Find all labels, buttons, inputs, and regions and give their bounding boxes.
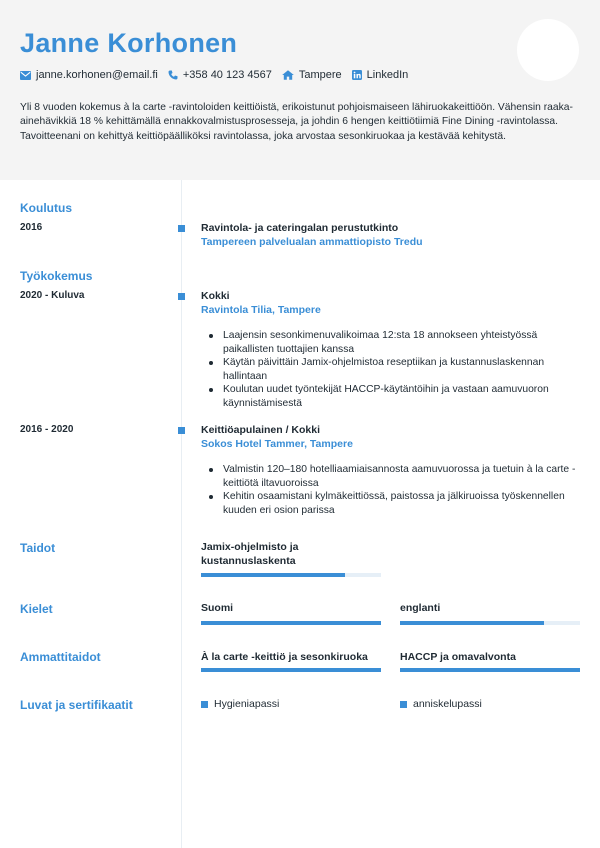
contact-location: [282, 69, 342, 81]
skill-label: Jamix-ohjelmisto ja kustannuslaskenta: [201, 541, 299, 567]
skills-section-title: Taidot: [20, 541, 56, 555]
languages-section-title: Kielet: [20, 602, 53, 616]
email-text: janne.korhonen@email.fi: [36, 69, 158, 81]
job-title: Keittiöapulainen / Kokki: [201, 424, 321, 436]
home-icon: [282, 70, 294, 80]
experience-section-title: Työkokemus: [20, 269, 93, 283]
certificate-item: [400, 698, 482, 710]
certificate-label: Hygieniapassi: [214, 698, 280, 710]
timeline-marker: [178, 293, 185, 300]
experience-date: 2020 - Kuluva: [20, 290, 85, 301]
contact-linkedin[interactable]: [352, 69, 409, 81]
list-item: Käytän päivittäin Jamix-ohjelmistoa reseptiikan ja kustannuslaskennan hallintaan: [201, 356, 586, 383]
candidate-name: Janne Korhonen: [20, 28, 238, 58]
skill-bar-fill: [201, 668, 381, 672]
profile-summary: Yli 8 vuoden kokemus à la carte -ravintoloiden keittiöistä, erikoistunut pohjoismaiseen lähiruokakeittiöön. Vähensin raaka-ainehävikkiä 18 % kehittämällä ennakkovalmistusprosesseja, ja johdin 6 hengen keittiötiimiä Fine Dining -ravintolassa. Tavoitteenani on kehittyä keittiöpäälliköksi ravintolassa, joka arvostaa sesonkiruokaa ja kestävää kehitystä.: [20, 102, 573, 142]
education-school: Tampereen palvelualan ammattiopisto Tredu: [201, 236, 423, 248]
job-employer: Sokos Hotel Tammer, Tampere: [201, 438, 353, 450]
phone-icon: [168, 70, 178, 80]
list-item: Valmistin 120–180 hotelliaamiaisannosta aamuvuorossa ja tuetuin à la carte -keittiötä iltavuoroissa: [201, 463, 586, 490]
linkedin-text: LinkedIn: [366, 69, 409, 81]
timeline-marker: [178, 427, 185, 434]
skill-bar: [201, 573, 381, 577]
language-bar: [201, 621, 381, 625]
skill-bar-fill: [400, 668, 580, 672]
contact-row: [20, 69, 418, 81]
location-text: Tampere: [298, 69, 342, 81]
certificates-section-title: Luvat ja sertifikaatit: [20, 698, 133, 712]
contact-email[interactable]: [20, 69, 158, 81]
timeline-marker: [178, 225, 185, 232]
language-bar: [400, 621, 580, 625]
job-employer: Ravintola Tilia, Tampere: [201, 304, 321, 316]
certificate-marker: [400, 701, 407, 708]
job-title: Kokki: [201, 290, 230, 302]
experience-date: 2016 - 2020: [20, 424, 74, 435]
certificate-item: [201, 698, 279, 710]
language-label: englanti: [400, 602, 441, 614]
contact-phone[interactable]: [168, 69, 272, 81]
language-label: Suomi: [201, 602, 234, 614]
job-bullets: [201, 463, 586, 517]
skill-bar-fill: [201, 573, 345, 577]
list-item: Koulutan uudet työntekijät HACCP-käytäntöihin ja vastaan aamuvuoron käynnistämisestä: [201, 383, 586, 410]
education-date: 2016: [20, 222, 43, 233]
skill-label: HACCP ja omavalvonta: [400, 651, 516, 663]
certificate-marker: [201, 701, 208, 708]
skill-bar: [400, 668, 580, 672]
language-bar-fill: [400, 621, 544, 625]
skill-bar: [201, 668, 381, 672]
education-section-title: Koulutus: [20, 201, 72, 215]
certificate-label: anniskelupassi: [413, 698, 482, 710]
professional-skills-section-title: Ammattitaidot: [20, 650, 101, 664]
profile-photo-placeholder: [517, 19, 579, 81]
job-bullets: [201, 329, 586, 410]
language-bar-fill: [201, 621, 381, 625]
timeline-divider: [181, 180, 182, 848]
envelope-icon: [20, 71, 31, 80]
education-degree: Ravintola- ja cateringalan perustutkinto: [201, 222, 399, 234]
list-item: Kehitin osaamistani kylmäkeittiössä, paistossa ja jälkiruoissa työskennellen kuuden eri osion parissa: [201, 490, 586, 517]
linkedin-icon: [352, 70, 362, 80]
skill-label: À la carte -keittiö ja sesonkiruoka: [201, 651, 368, 663]
header-band: [0, 0, 600, 180]
list-item: Laajensin sesonkimenuvalikoimaa 12:sta 18 annokseen yhteistyössä paikallisten tuottajien kanssa: [201, 329, 586, 356]
phone-text: +358 40 123 4567: [182, 69, 272, 81]
